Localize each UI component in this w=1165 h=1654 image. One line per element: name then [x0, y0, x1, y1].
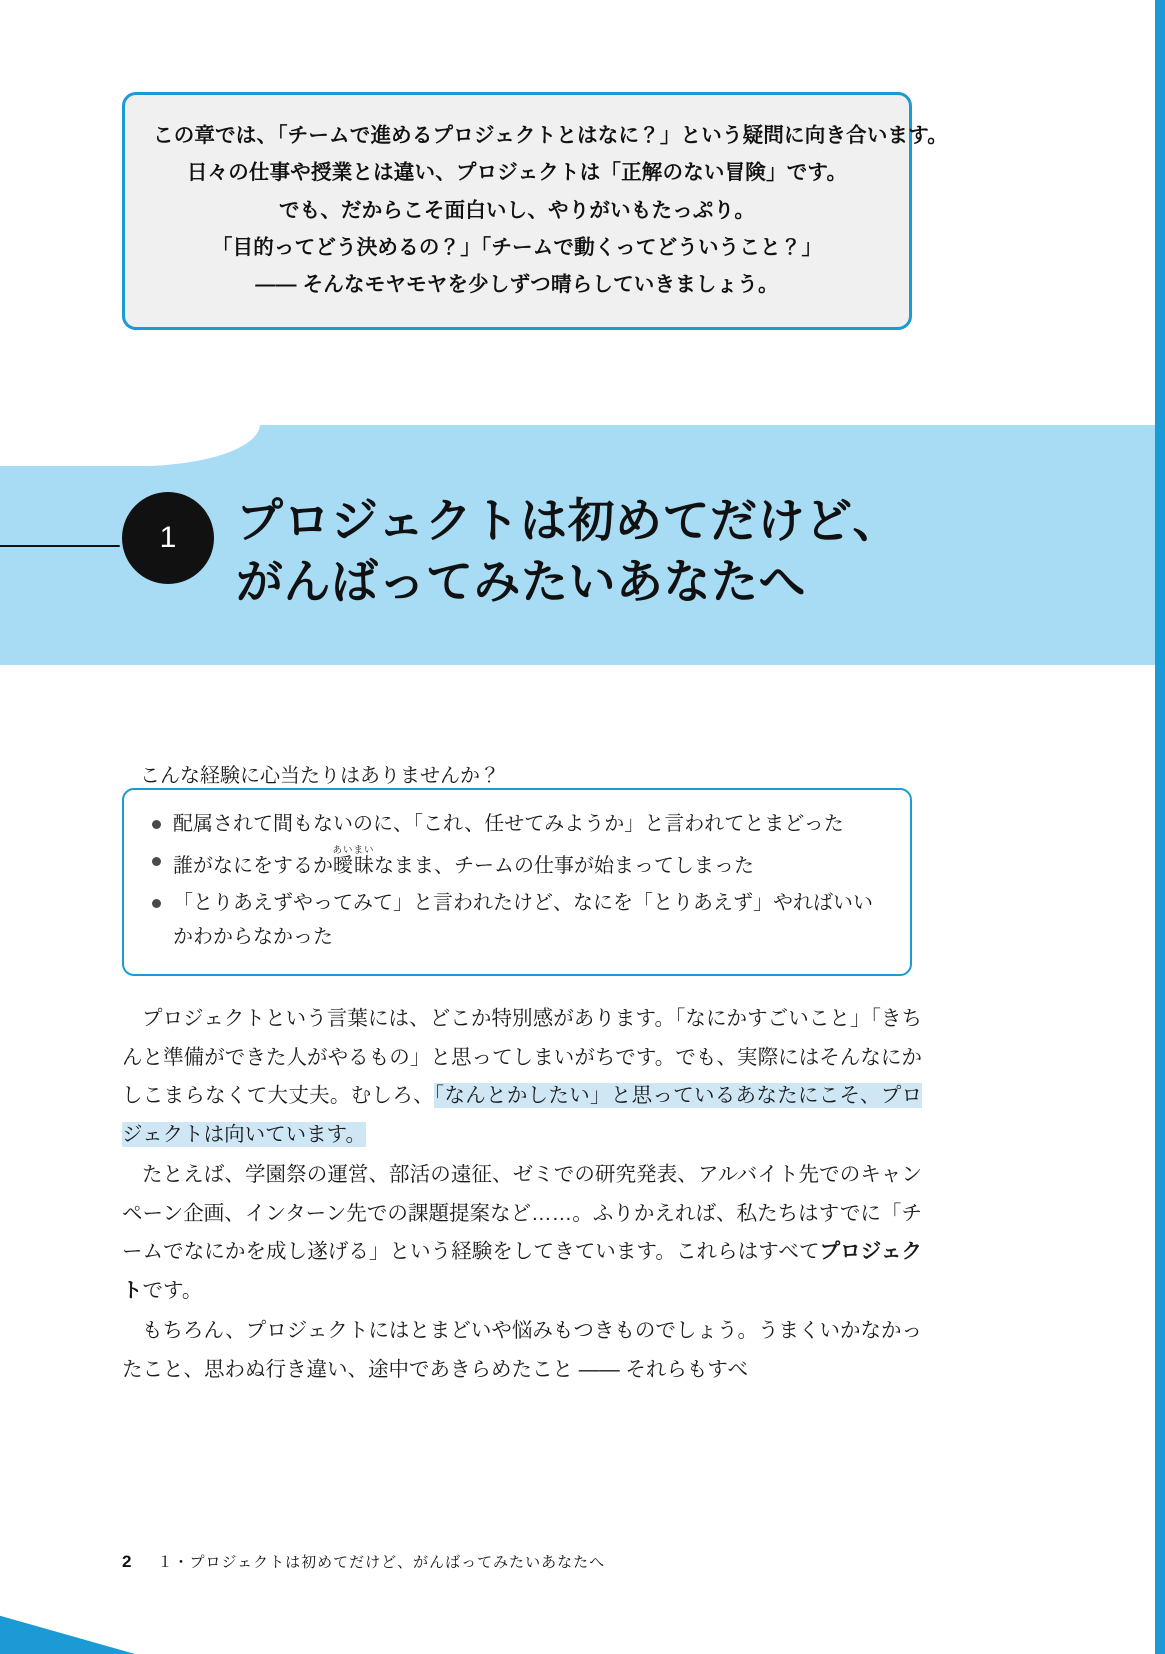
chapter-intro-callout — [122, 92, 948, 330]
bullet-dot-icon — [152, 820, 161, 829]
bullet-text-1: 配属されて間もないのに、「これ、任せてみようか」と言われてとまどった — [173, 813, 844, 835]
paragraph-1-highlight: 「なんとかしたい」と思っているあなたにこそ、プロジェクトは向いています。 — [122, 1084, 922, 1146]
chapter-rule-line — [0, 545, 140, 547]
intro-line-3: でも、だからこそ面白いし、やりがいもたっぷり。 — [278, 198, 756, 222]
list-item — [148, 887, 886, 953]
paragraph-2-bold: プロジェクト — [122, 1240, 922, 1302]
running-head: １・プロジェクトは初めてだけど、がんばってみたいあなたへ — [157, 1554, 606, 1571]
intro-line-1: この章では、「チームで進めるプロジェクトとはなに？」という疑問に向き合います。 — [153, 124, 948, 147]
paragraph-3: もちろん、プロジェクトにはとまどいや悩みもつきものでしょう。うまくいかなかったこと、思わぬ行き違い、途中であきらめたこと ―― それらもすべ — [122, 1319, 922, 1381]
ruby-annotation — [332, 845, 375, 878]
page-footer — [122, 1551, 605, 1572]
list-item — [148, 845, 886, 883]
intro-line-4: 「目的ってどう決めるの？」「チームで動くってどういうこと？」 — [211, 235, 823, 259]
footer-corner-wedge — [0, 1588, 135, 1654]
bullet2-before: 誰がなにをするか — [173, 855, 333, 878]
paragraph-1-part-1: プロジェクトという言葉には、どこか特別感があります。「なにかすごいこと」「きちんと準備ができた人がやるもの」と思ってしまいがちです。でも、実際にはそんなにかしこまらなくて大丈夫。むしろ、 — [122, 1007, 922, 1108]
page-edge-accent-bar — [1155, 0, 1165, 1654]
bullet-text-3: 「とりあえずやってみて」と言われたけど、なにを「とりあえず」やればいいかわからなかった — [173, 892, 873, 948]
bullet-dot-icon — [152, 899, 161, 908]
chapter-title — [236, 491, 1116, 611]
page-number: 2 — [122, 1552, 132, 1571]
chapter-title-line-2: がんばってみたいあなたへ — [236, 554, 806, 608]
chapter-title-line-1: プロジェクトは初めてだけど、 — [236, 494, 901, 548]
ruby-base: 曖昧 — [332, 855, 375, 878]
lead-question: こんな経験に心当たりはありませんか？ — [140, 765, 500, 787]
body-paragraphs — [122, 1000, 922, 1391]
paragraph-2 — [122, 1156, 922, 1310]
bullet-text-2 — [173, 845, 886, 883]
list-item — [148, 808, 886, 841]
paragraph-2-part-1: たとえば、学園祭の運営、部活の遠征、ゼミでの研究発表、アルバイト先でのキャンペーン企画、インターン先での課題提案など……。ふりかえれば、私たちはすでに「チームでなにかを成し遂げる」という経験をしてきています。これらはすべて — [122, 1163, 922, 1264]
chapter-number-badge: 1 — [122, 492, 214, 584]
experience-bullet-box — [122, 788, 912, 976]
intro-line-5: ―― そんなモヤモヤを少しずつ晴らしていきましょう。 — [255, 273, 779, 297]
bullet-dot-icon — [152, 857, 161, 866]
intro-line-2: 日々の仕事や授業とは違い、プロジェクトは「正解のない冒険」です。 — [186, 161, 848, 185]
paragraph-2-part-3: です。 — [142, 1278, 203, 1302]
ruby-reading: あいまい — [332, 845, 375, 857]
paragraph-1 — [122, 1000, 922, 1154]
bullet2-after: なまま、チームの仕事が始まってしまった — [374, 855, 755, 878]
